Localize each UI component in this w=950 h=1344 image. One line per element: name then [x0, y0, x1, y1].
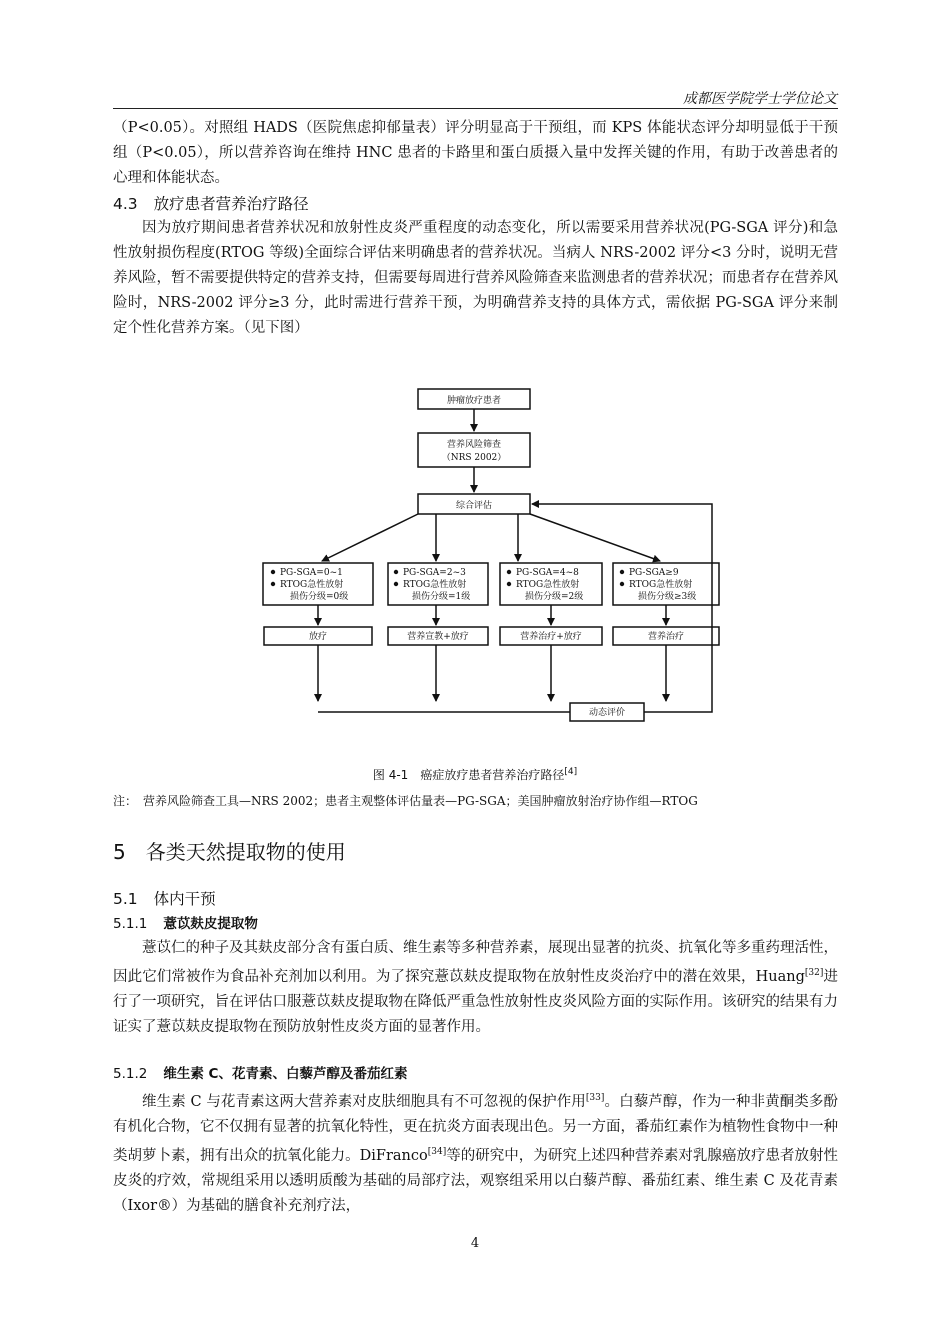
bullet-dot — [507, 582, 511, 586]
section-number: 5.1 — [113, 890, 138, 908]
section-number: 5 — [113, 840, 126, 864]
section-5-heading — [113, 836, 346, 865]
bullet-dot — [394, 582, 398, 586]
assessment-label: 综合评估 — [455, 501, 493, 511]
treatment-3-label: 营养治疗+放疗 — [520, 632, 582, 642]
treatment-4-label: 营养治疗 — [647, 632, 685, 642]
bullet-dot — [271, 570, 275, 574]
start-label: 肿瘤放疗患者 — [446, 396, 502, 406]
paragraph-text: 薏苡仁的种子及其麸皮部分含有蛋白质、维生素等多种营养素，展现出显著的抗炎、抗氧化等多重药理活性，因此它们常被作为食品补充剂加以利用。为了探究薏苡麸皮提取物在放射性皮炎治疗中的潜在效果，Huang — [113, 940, 838, 985]
criteria-2-line3: 损伤分级=1级 — [412, 592, 471, 602]
citation: [33] — [585, 1093, 605, 1103]
section-5-1-heading — [113, 887, 216, 909]
figure-caption-text: 图 4-1 癌症放疗患者营养治疗路径 — [372, 768, 565, 782]
paragraph-text: 进行了一项研究，旨在评估口服薏苡麸皮提取物在降低严重急性放射性皮炎风险方面的实际作用。该研究的结果有力证实了薏苡麸皮提取物在预防放射性皮炎方面的显著作用。 — [113, 968, 838, 1035]
section-5-1-1-paragraph — [113, 936, 838, 1040]
criteria-4-line1: PG-SGA≥9 — [629, 568, 679, 578]
flowchart — [0, 380, 950, 730]
section-title: 维生素 C、花青素、白藜芦醇及番茄红素 — [163, 1066, 408, 1082]
figure-note: 注： 营养风险筛查工具—NRS 2002；患者主观整体评估量表—PG-SGA；美国肿瘤放射治疗协作组—RTOG — [113, 794, 698, 808]
intro-paragraph: （P<0.05）。对照组 HADS（医院焦虑抑郁量表）评分明显高于干预组，而 KPS 体能状态评分却明显低于干预组（P<0.05），所以营养咨询在维持 HNC 患者的卡路里和蛋白质摄入量中发挥关键的作用，有助于改善患者的心理和体能状态。 — [113, 120, 838, 186]
criteria-3-line1: PG-SGA=4~8 — [516, 568, 579, 578]
criteria-3-line3: 损伤分级=2级 — [525, 592, 584, 602]
section-5-1-1-heading — [113, 912, 258, 932]
section-title: 体内干预 — [153, 890, 216, 908]
paragraph-text: 等的研究中，为研究上述四种营养素对乳腺癌放疗患者放射性皮炎的疗效，常规组采用以透明质酸为基础的局部疗法，观察组采用以白藜芦醇、番茄红素、维生素 C 及花青素（Ixor®）为基础的膳食补充剂疗法， — [113, 1147, 839, 1214]
bullet-dot — [507, 570, 511, 574]
figure-caption — [0, 766, 950, 783]
treatment-2-label: 营养宣教+放疗 — [407, 632, 469, 642]
criteria-4-line2: RTOG急性放射 — [629, 580, 693, 590]
screening-sublabel: （NRS 2002） — [441, 453, 507, 463]
section-number: 4.3 — [113, 195, 138, 213]
citation: [34] — [427, 1146, 447, 1157]
citation: [32] — [804, 968, 824, 978]
section-title: 薏苡麸皮提取物 — [163, 916, 258, 932]
criteria-4-line3: 损伤分级≥3级 — [638, 592, 697, 602]
paragraph-text: 维生素 C 与花青素这两大营养素对皮肤细胞具有不可忽视的保护作用 — [142, 1093, 586, 1110]
section-4-3-paragraph: 因为放疗期间患者营养状况和放射性皮炎严重程度的动态变化，所以需要采用营养状况(PG-SGA 评分)和急性放射损伤程度(RTOG 等级)全面综合评估来明确患者的营养状况。当病人 NRS-2002 评分<3 分时，说明无营养风险，暂不需要提供特定的营养支持，但需要每周进行营养风险筛查来监测患者的营养状况；而患者存在营养风险时，NRS-2002 评分≥3 分，此时需进行营养干预，为明确营养支持的具体方式，需依据 PG-SGA 评分来制定个性化营养方案。（见下图） — [113, 220, 838, 336]
bullet-dot — [271, 582, 275, 586]
criteria-3-line2: RTOG急性放射 — [516, 580, 580, 590]
bullet-dot — [620, 570, 624, 574]
treatment-1-label: 放疗 — [308, 632, 328, 642]
paragraph-text: 。白藜芦醇，作为一种非黄酮类多酚有机化合物，它不仅拥有显著的抗氧化特性，更在抗炎方面表现出色。另一方面，番茄红素作为植物性食物中一种类胡萝卜素，拥有出众的抗氧化能力。DiFranco — [113, 1093, 839, 1164]
criteria-1-line1: PG-SGA=0~1 — [280, 568, 343, 578]
section-5-1-2-paragraph — [113, 1086, 838, 1219]
section-title: 各类天然提取物的使用 — [145, 840, 346, 864]
criteria-2-line1: PG-SGA=2~3 — [403, 568, 466, 578]
running-header: 成都医学院学士学位论文 — [683, 91, 837, 107]
bullet-dot — [394, 570, 398, 574]
dynamic-label: 动态评价 — [588, 708, 626, 718]
figure-ref: [4] — [564, 767, 578, 777]
section-number: 5.1.1 — [113, 916, 148, 932]
header-rule — [113, 108, 838, 109]
criteria-2-line2: RTOG急性放射 — [403, 580, 467, 590]
section-4-3-heading — [113, 192, 309, 214]
section-title: 放疗患者营养治疗路径 — [153, 195, 309, 213]
criteria-1-line2: RTOG急性放射 — [280, 580, 344, 590]
criteria-1-line3: 损伤分级=0级 — [290, 592, 349, 602]
page-number: 4 — [470, 1236, 480, 1251]
bullet-dot — [620, 582, 624, 586]
screening-label: 营养风险筛查 — [446, 440, 502, 450]
section-number: 5.1.2 — [113, 1066, 148, 1082]
section-5-1-2-heading — [113, 1062, 407, 1082]
